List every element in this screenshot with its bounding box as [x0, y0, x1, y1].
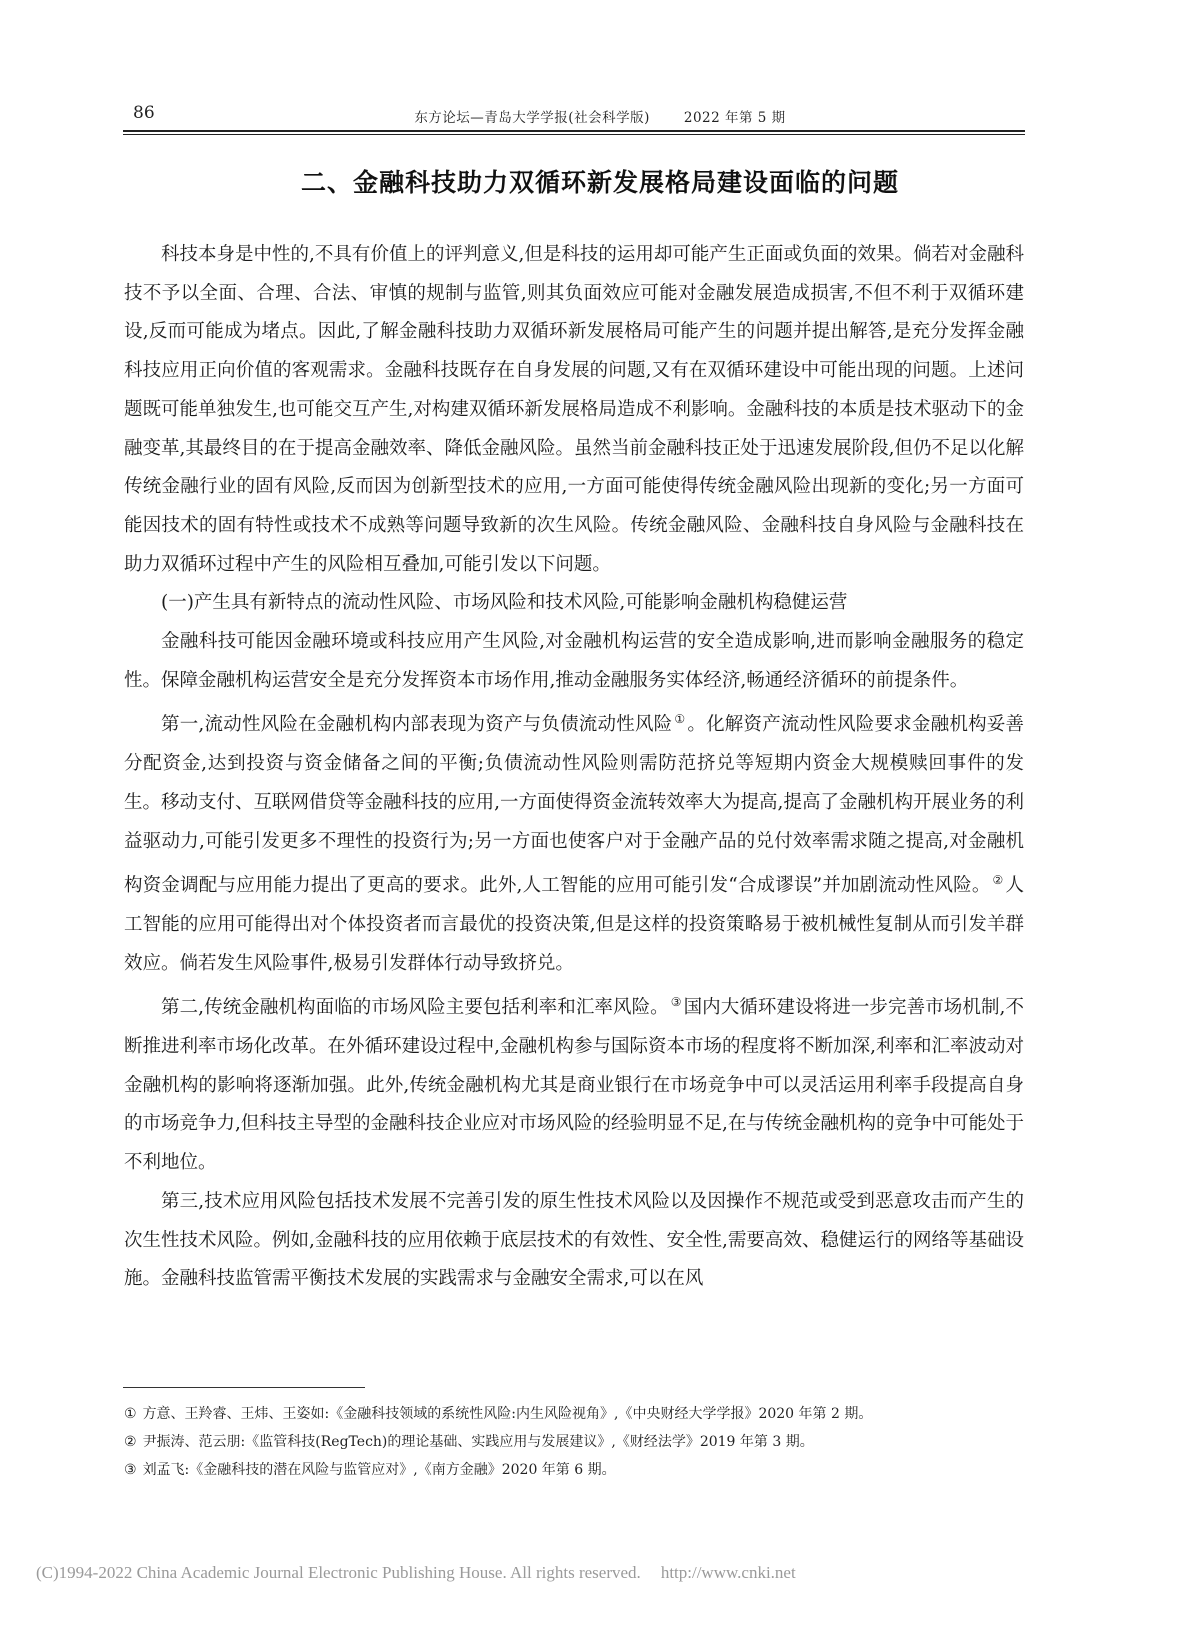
footnote-text: 尹振涛、范云朋:《监管科技(RegTech)的理论基础、实践应用与发展建议》,《财经法学》2019 年第 3 期。	[142, 1434, 814, 1450]
header-rule	[123, 130, 1025, 132]
footnote-item	[124, 1456, 1024, 1484]
paragraph-market	[124, 983, 1024, 1183]
running-header	[0, 106, 1200, 126]
page-number: 86	[133, 103, 155, 123]
paragraph-liquidity-a: 第一,流动性风险在金融机构内部表现为资产与负债流动性风险	[161, 714, 673, 736]
footnote-item	[124, 1400, 1024, 1428]
footnote-mark: ③	[124, 1462, 137, 1478]
paragraph-market-a: 第二,传统金融机构面临的市场风险主要包括利率和汇率风险。	[161, 997, 669, 1019]
footnote-ref-1[interactable]: ①	[674, 712, 686, 727]
footnote-mark: ②	[124, 1434, 137, 1450]
section-title: 二、金融科技助力双循环新发展格局建设面临的问题	[300, 168, 899, 197]
issue-label: 2022 年第 5 期	[683, 110, 786, 126]
paragraph-market-b: 国内大循环建设将进一步完善市场机制,不断推进利率市场化改革。在外循环建设过程中,金融机构参与国际资本市场的程度将不断加深,利率和汇率波动对金融机构的影响将逐渐加强。此外,传统金融机构尤其是商业银行在市场竞争中可以灵活运用利率手段提高自身的市场竞争力,但科技主导型的金融科技企业应对市场风险的经验明显不足,在与传统金融机构的竞争中可能处于不利地位。	[124, 997, 1024, 1174]
paragraph-intro: 科技本身是中性的,不具有价值上的评判意义,但是科技的运用却可能产生正面或负面的效果。倘若对金融科技不予以全面、合理、合法、审慎的规制与监管,则其负面效应可能对金融发展造成损害,不但不利于双循环建设,反而可能成为堵点。因此,了解金融科技助力双循环新发展格局可能产生的问题并提出解答,是充分发挥金融科技应用正向价值的客观需求。金融科技既存在自身发展的问题,又有在双循环建设中可能出现的问题。上述问题既可能单独发生,也可能交互产生,对构建双循环新发展格局造成不利影响。金融科技的本质是技术驱动下的金融变革,其最终目的在于提高金融效率、降低金融风险。虽然当前金融科技正处于迅速发展阶段,但仍不足以化解传统金融行业的固有风险,反而因为创新型技术的应用,一方面可能使得传统金融风险出现新的变化;另一方面可能因技术的固有特性或技术不成熟等问题导致新的次生风险。传统金融风险、金融科技自身风险与金融科技在助力双循环过程中产生的风险相互叠加,可能引发以下问题。	[124, 244, 1024, 575]
footnotes	[124, 1400, 1024, 1484]
paragraph-liquidity-b: 。化解资产流动性风险要求金融机构妥善分配资金,达到投资与资金储备之间的平衡;负债流动性风险则需防范挤兑等短期内资金大规模赎回事件的发生。移动支付、互联网借贷等金融科技的应用,一方面使得资金流转效率大为提高,提高了金融机构开展业务的利益驱动力,可能引发更多不理性的投资行为;另一方面也使客户对于金融产品的兑付效率需求随之提高,对金融机构资金调配与应用能力提出了更高的要求。此外,人工智能的应用可能引发“合成谬误”并加剧流动性风险。	[124, 714, 1024, 897]
copyright-text: (C)1994-2022 China Academic Journal Electronic Publishing House. All rights reserved.	[36, 1563, 641, 1582]
footnote-mark: ①	[124, 1406, 137, 1422]
journal-title: 东方论坛—青岛大学学报(社会科学版)	[414, 110, 650, 126]
footnote-rule	[123, 1387, 365, 1388]
copyright-notice	[36, 1563, 1186, 1583]
subheading-1: (一)产生具有新特点的流动性风险、市场风险和技术风险,可能影响金融机构稳健运营	[161, 592, 848, 614]
footnote-text: 方意、王羚睿、王炜、王姿如:《金融科技领域的系统性风险:内生风险视角》,《中央财经大学学报》2020 年第 2 期。	[142, 1406, 873, 1422]
article-body	[124, 236, 1024, 1299]
footnote-ref-2[interactable]: ②	[992, 873, 1004, 888]
paragraph-liquidity-c: 人工智能的应用可能得出对个体投资者而言最优的投资决策,但是这样的投资策略易于被机械性复制从而引发羊群效应。倘若发生风险事件,极易引发群体行动导致挤兑。	[124, 875, 1024, 974]
footnote-ref-3[interactable]: ③	[670, 995, 682, 1010]
cnki-link[interactable]: http://www.cnki.net	[660, 1563, 796, 1582]
paragraph-liquidity	[124, 700, 1024, 983]
paragraph-tech: 第三,技术应用风险包括技术发展不完善引发的原生性技术风险以及因操作不规范或受到恶意攻击而产生的次生性技术风险。例如,金融科技的应用依赖于底层技术的有效性、安全性,需要高效、稳健运行的网络等基础设施。金融科技监管需平衡技术发展的实践需求与金融安全需求,可以在风	[124, 1190, 1024, 1290]
footnote-item	[124, 1428, 1024, 1456]
header-rule-thin	[123, 134, 1025, 135]
paragraph-2: 金融科技可能因金融环境或科技应用产生风险,对金融机构运营的安全造成影响,进而影响金融服务的稳定性。保障金融机构运营安全是充分发挥资本市场作用,推动金融服务实体经济,畅通经济循环的前提条件。	[124, 631, 1024, 691]
footnote-text: 刘孟飞:《金融科技的潜在风险与监管应对》,《南方金融》2020 年第 6 期。	[142, 1462, 616, 1478]
